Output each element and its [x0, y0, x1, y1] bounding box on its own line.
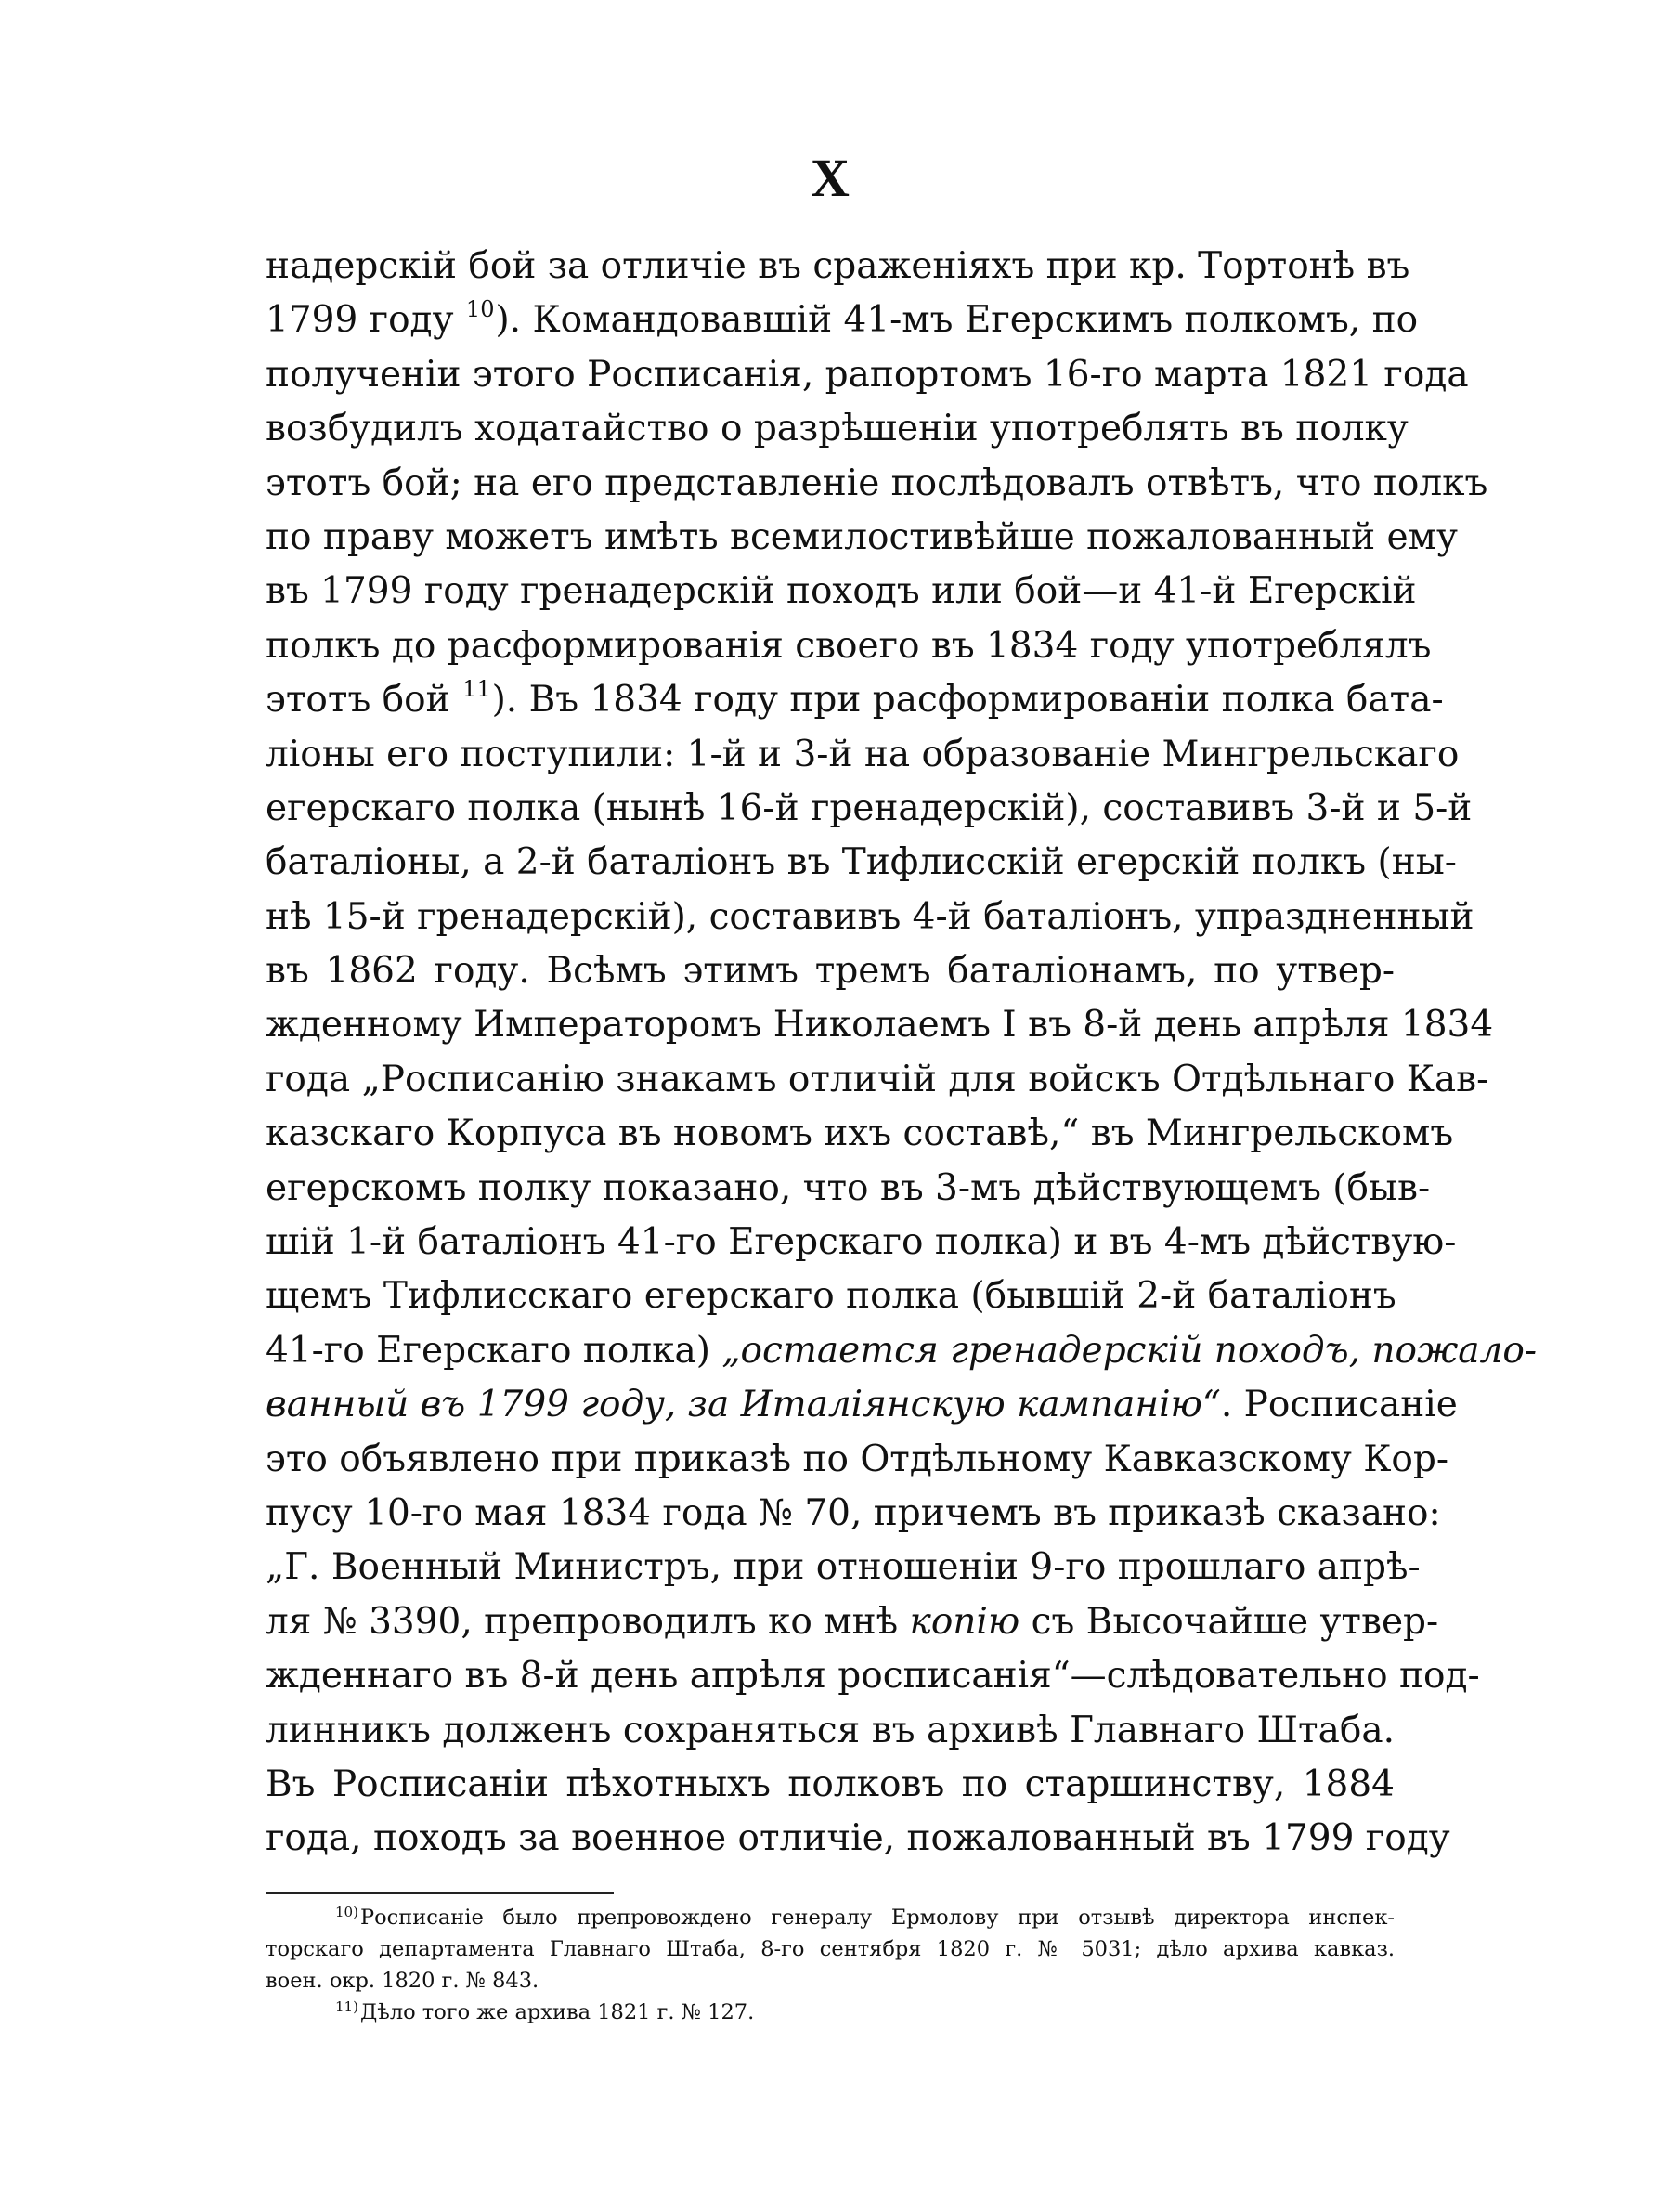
text-line: ванный въ 1799 году, за Италіянскую кампанію“. Росписаніе: [266, 1384, 1458, 1426]
text-line: „Г. Военный Министръ, при отношеніи 9-го прошлаго апрѣ-: [266, 1546, 1421, 1589]
text-line: по праву можетъ имѣть всемилостивѣйше пожалованный ему: [266, 515, 1458, 558]
text-line: этотъ бой $^{11}$). Въ 1834 году при расформированіи полка бата-: [266, 676, 1444, 722]
text-line: это объявлено при приказѣ по Отдѣльному Кавказскому Кор-: [266, 1438, 1449, 1480]
text-line: щемъ Тифлисскаго егерскаго полка (бывшій 2-й баталіонъ: [266, 1275, 1396, 1318]
text-line: надерскій бой за отличіе въ сраженіяхъ при кр. Тортонѣ въ: [266, 245, 1410, 287]
text-line: жденному Императоромъ Николаемъ I въ 8-й день апрѣля 1834: [266, 1004, 1494, 1047]
text-line: возбудилъ ходатайство о разрѣшеніи употреблять въ полку: [266, 408, 1409, 450]
italic-word: копію: [909, 1600, 1020, 1643]
text-line: нѣ 15-й гренадерскій), составивъ 4-й баталіонъ, упраздненный: [266, 895, 1474, 938]
page-number: X: [811, 148, 851, 208]
text-line: 1799 году $^{10}$). Командовавшій 41-мъ Егерскимъ полкомъ, по: [266, 296, 1419, 342]
text-line: полкъ до расформированія своего въ 1834 году употреблялъ: [266, 624, 1432, 667]
text-line: казскаго Корпуса въ новомъ ихъ составѣ,“ въ Мингрельскомъ: [266, 1113, 1454, 1155]
footnote-10-cont: воен. окр. 1820 г. № 843.: [266, 1969, 539, 1993]
text-line: этотъ бой; на его представленіе послѣдовалъ отвѣтъ, что полкъ: [266, 462, 1488, 504]
italic-quote: ванный въ 1799 году, за Италіянскую кампанію“: [266, 1384, 1221, 1426]
footnotes: [266, 1902, 1395, 2028]
text-line: пусу 10-го мая 1834 года № 70, причемъ въ приказѣ сказано:: [266, 1491, 1441, 1534]
text-line: въ 1862 году. Всѣмъ этимъ тремъ баталіонамъ, по утвер-: [266, 950, 1395, 993]
text-line: полученіи этого Росписанія, рапортомъ 16-го марта 1821 года: [266, 353, 1469, 396]
text-line: егерскомъ полку показано, что въ 3-мъ дѣйствующемъ (быв-: [266, 1166, 1431, 1209]
text-line: въ 1799 году гренадерскій походъ или бой—и 41-й Егерскій: [266, 570, 1417, 613]
text-line: 41-го Егерскаго полка) „остается гренадерскій походъ, пожало-: [266, 1329, 1538, 1372]
footnote-mark: 10): [335, 1904, 358, 1920]
text-line: егерскаго полка (нынѣ 16-й гренадерскій), составивъ 3-й и 5-й: [266, 787, 1473, 829]
text-line: линникъ долженъ сохраняться въ архивѣ Главнаго Штаба.: [266, 1709, 1395, 1751]
text-line: шій 1-й баталіонъ 41-го Егерскаго полка) и въ 4-мъ дѣйствую-: [266, 1221, 1457, 1264]
italic-quote: „остается гренадерскій походъ, пожало-: [721, 1329, 1538, 1372]
text-line: Въ Росписаніи пѣхотныхъ полковъ по старшинству, 1884: [266, 1763, 1395, 1805]
footnote-ref-11[interactable]: 11: [462, 676, 491, 703]
text-line: ліоны его поступили: 1-й и 3-й на образованіе Мингрельскаго: [266, 733, 1460, 775]
text-line: ля № 3390, препроводилъ ко мнѣ копію съ Высочайше утвер-: [266, 1600, 1439, 1643]
footnote-mark: 11): [335, 1998, 358, 2015]
text-line: жденнаго въ 8-й день апрѣля росписанія“—слѣдовательно под-: [266, 1655, 1480, 1698]
footnote-11: $^{11)}$Дѣло того же архива 1821 г. № 127.: [335, 1998, 755, 2024]
footnote-10-cont: торскаго департамента Главнаго Штаба, 8-го сентября 1820 г. № 5031; дѣло архива кавказ.: [266, 1937, 1395, 1961]
text-line: года, походъ за военное отличіе, пожалованный въ 1799 году: [266, 1817, 1450, 1860]
text-line: баталіоны, а 2-й баталіонъ въ Тифлисскій егерскій полкъ (ны-: [266, 841, 1457, 884]
footnote-ref-10[interactable]: 10: [465, 296, 495, 323]
text-line: года „Росписанію знакамъ отличій для войскъ Отдѣльнаго Кав-: [266, 1058, 1489, 1100]
body-text: [266, 240, 1538, 1867]
footnote-10: $^{10)}$Росписаніе было препровождено генералу Ермолову при отзывѣ директора инспек-: [335, 1904, 1395, 1930]
footnote-divider: [266, 1892, 614, 1894]
